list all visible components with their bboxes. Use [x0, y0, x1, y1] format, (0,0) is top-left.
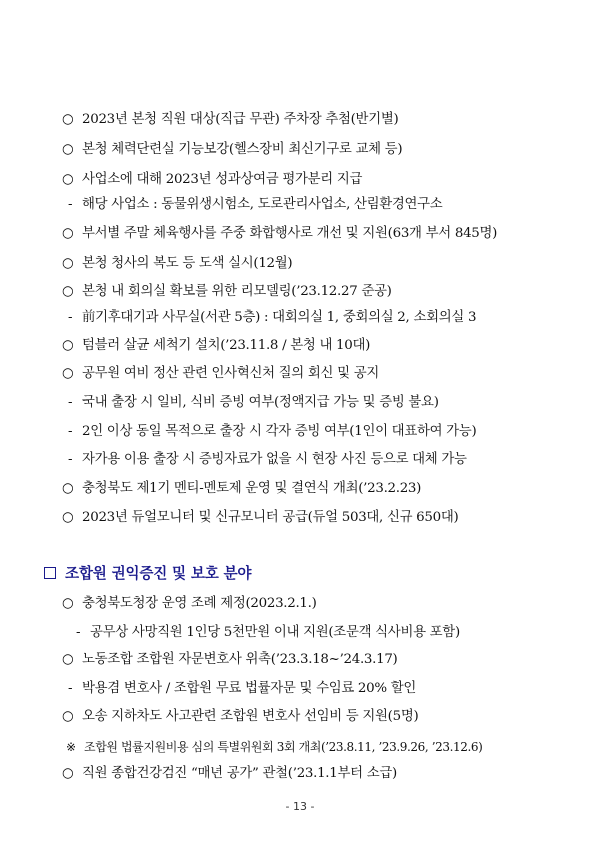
list-subitem	[68, 423, 476, 441]
square-bullet-icon	[44, 567, 56, 579]
list-subitem	[68, 451, 467, 469]
circle-bullet: ○	[62, 481, 74, 496]
dash-bullet: -	[68, 197, 73, 212]
item-text: 직원 종합건강검진 “매년 공가” 관철(’23.1.1부터 소급)	[82, 766, 397, 781]
item-text: 충청북도청장 운영 조례 제정(2023.2.1.)	[82, 596, 317, 611]
list-item	[62, 255, 292, 273]
circle-bullet: ○	[62, 366, 74, 381]
dash-bullet: -	[76, 625, 81, 640]
item-text: 해당 사업소 : 동물위생시험소, 도로관리사업소, 산림환경연구소	[82, 197, 443, 212]
item-text: 공무상 사망직원 1인당 5천만원 이내 지원(조문객 식사비용 포함)	[90, 625, 460, 640]
item-text: 충청북도 제1기 멘티-멘토제 운영 및 결연식 개최(’23.2.23)	[82, 481, 422, 496]
dash-bullet: -	[68, 424, 73, 439]
circle-bullet: ○	[62, 226, 74, 241]
item-text: 사업소에 대해 2023년 성과상여금 평가분리 지급	[82, 172, 363, 187]
circle-bullet: ○	[62, 284, 74, 299]
list-item	[62, 225, 497, 243]
dash-bullet: -	[68, 395, 73, 410]
circle-bullet: ○	[62, 256, 74, 271]
circle-bullet: ○	[62, 112, 74, 127]
circle-bullet: ○	[62, 652, 74, 667]
item-text: 조합원 법률지원비용 심의 특별위원회 3회 개최(’23.8.11, ’23.9.26, ’23.12.6)	[84, 740, 483, 754]
page-number: - 13 -	[285, 800, 315, 813]
list-item	[62, 708, 418, 726]
item-text: 공무원 여비 정산 관련 인사혁신처 질의 회신 및 공지	[82, 366, 379, 381]
item-text: 노동조합 조합원 자문변호사 위촉(’23.3.18~’24.3.17)	[82, 652, 398, 667]
dash-bullet: -	[68, 452, 73, 467]
item-text: 국내 출장 시 일비, 식비 증빙 여부(정액지급 가능 및 증빙 불요)	[82, 395, 439, 410]
dash-bullet: -	[68, 681, 73, 696]
list-item	[62, 480, 421, 498]
item-text: 자가용 이용 출장 시 증빙자료가 없을 시 현장 사진 등으로 대체 가능	[82, 452, 467, 467]
list-item	[62, 765, 397, 783]
item-text: 2인 이상 동일 목적으로 출장 시 각자 증빙 여부(1인이 대표하여 가능)	[82, 424, 477, 439]
list-item	[62, 111, 398, 129]
circle-bullet: ○	[62, 596, 74, 611]
circle-bullet: ○	[62, 142, 74, 157]
list-subitem	[68, 394, 439, 412]
item-text: 텀블러 살균 세척기 설치(’23.11.8 / 본청 내 10대)	[82, 338, 371, 353]
item-text: 부서별 주말 체육행사를 주중 화합행사로 개선 및 지원(63개 부서 845명)	[82, 226, 498, 241]
item-text: 오송 지하차도 사고관련 조합원 변호사 선임비 등 지원(5명)	[82, 709, 419, 724]
circle-bullet: ○	[62, 172, 74, 187]
list-item	[62, 365, 379, 383]
dash-bullet: -	[68, 310, 73, 325]
item-text: 박용겸 변호사 / 조합원 무료 법률자문 및 수임료 20% 할인	[82, 681, 417, 696]
list-item	[62, 651, 397, 669]
circle-bullet: ○	[62, 766, 74, 781]
section-heading	[44, 564, 251, 584]
note-item	[66, 738, 482, 756]
list-item	[62, 595, 317, 613]
list-subitem	[68, 196, 442, 214]
item-text: 본청 청사의 복도 등 도색 실시(12월)	[82, 256, 293, 271]
item-text: 본청 내 회의실 확보를 위한 리모델링(’23.12.27 준공)	[82, 284, 392, 299]
list-subitem	[68, 680, 416, 698]
item-text: 2023년 본청 직원 대상(직급 무관) 주차장 추첨(반기별)	[82, 112, 399, 127]
list-item	[62, 171, 362, 189]
list-item	[62, 337, 370, 355]
circle-bullet: ○	[62, 709, 74, 724]
item-text: 前기후대기과 사무실(서관 5층) : 대회의실 1, 중회의실 2, 소회의실 3	[82, 310, 477, 325]
reference-mark: ※	[66, 740, 76, 754]
list-subitem	[68, 309, 476, 327]
section-title: 조합원 권익증진 및 보호 분야	[65, 565, 252, 582]
circle-bullet: ○	[62, 338, 74, 353]
item-text: 본청 체력단련실 기능보강(헬스장비 최신기구로 교체 등)	[82, 142, 403, 157]
list-item	[62, 141, 402, 159]
list-item	[62, 283, 392, 301]
list-item	[62, 509, 458, 527]
item-text: 2023년 듀얼모니터 및 신규모니터 공급(듀얼 503대, 신규 650대)	[82, 510, 459, 525]
circle-bullet: ○	[62, 510, 74, 525]
list-subitem	[76, 624, 460, 642]
